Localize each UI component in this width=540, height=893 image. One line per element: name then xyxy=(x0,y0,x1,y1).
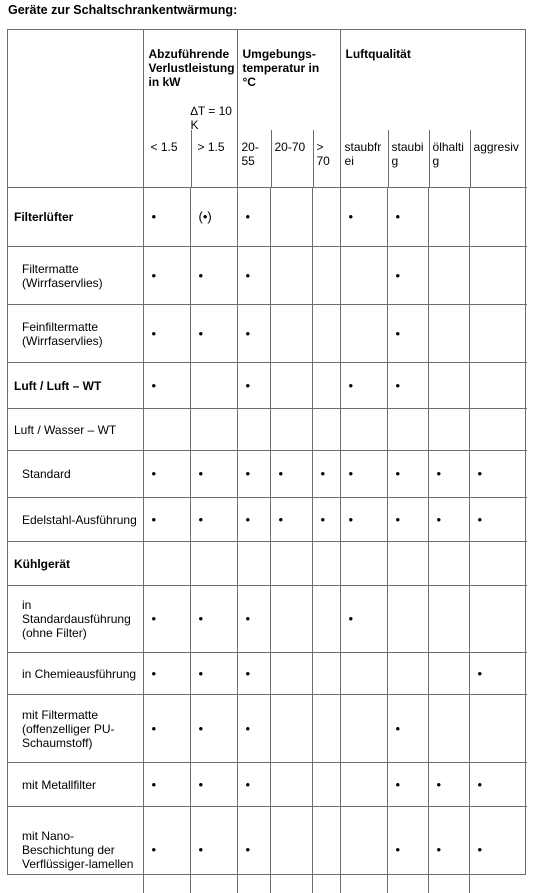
table-row xyxy=(8,498,527,542)
header-divider xyxy=(388,130,389,187)
marker-cell xyxy=(387,409,428,451)
subheader-lt-1-5: < 1.5 xyxy=(150,140,178,154)
marker-cell xyxy=(340,807,387,893)
marker-cell: • xyxy=(469,763,527,807)
marker-cell xyxy=(237,542,270,586)
marker-cell xyxy=(312,247,340,305)
table-row xyxy=(8,409,527,451)
table-row xyxy=(8,695,527,763)
marker-cell: • xyxy=(387,188,428,247)
row-label: mit Nano-Beschichtung der Verflüssiger-lamellen xyxy=(8,807,143,893)
marker-cell xyxy=(237,409,270,451)
header-group-verlustleistung xyxy=(143,30,237,188)
marker-cell: • xyxy=(340,586,387,653)
marker-cell: • xyxy=(428,451,469,498)
marker-cell: • xyxy=(312,498,340,542)
marker-cell xyxy=(469,409,527,451)
table-row xyxy=(8,653,527,695)
row-label: Feinfiltermatte (Wirrfaservlies) xyxy=(8,305,143,363)
marker-cell: • xyxy=(190,695,237,763)
marker-cell xyxy=(270,247,312,305)
subheader-aggresiv: aggresiv xyxy=(473,140,519,154)
marker-cell: • xyxy=(387,807,428,893)
marker-cell: • xyxy=(143,807,190,893)
marker-cell: • xyxy=(270,498,312,542)
header-delta-t: ∆T = 10 K xyxy=(190,104,232,132)
marker-cell xyxy=(428,409,469,451)
marker-cell xyxy=(190,363,237,409)
marker-cell: • xyxy=(143,188,190,247)
marker-cell xyxy=(469,695,527,763)
header-divider xyxy=(313,130,314,187)
marker-cell: • xyxy=(387,305,428,363)
marker-cell: • xyxy=(237,305,270,363)
table-row xyxy=(8,305,527,363)
marker-cell: • xyxy=(340,498,387,542)
marker-cell xyxy=(270,363,312,409)
marker-cell xyxy=(340,305,387,363)
page-title: Geräte zur Schaltschrankentwärmung: xyxy=(8,3,238,17)
marker-cell: • xyxy=(190,247,237,305)
marker-cell: • xyxy=(190,498,237,542)
marker-cell: • xyxy=(143,498,190,542)
marker-cell: • xyxy=(237,451,270,498)
marker-cell xyxy=(469,586,527,653)
marker-cell xyxy=(340,409,387,451)
marker-cell: • xyxy=(143,363,190,409)
marker-cell: • xyxy=(237,247,270,305)
marker-cell xyxy=(387,586,428,653)
marker-cell xyxy=(428,586,469,653)
marker-cell xyxy=(469,542,527,586)
subheader-20-70: 20-70 xyxy=(274,140,306,154)
row-label: Luft / Wasser – WT xyxy=(8,409,143,451)
marker-cell xyxy=(312,363,340,409)
header-group-luftqualitaet xyxy=(340,30,527,188)
marker-cell xyxy=(387,542,428,586)
marker-cell: • xyxy=(387,695,428,763)
marker-cell: • xyxy=(143,695,190,763)
marker-cell: • xyxy=(428,498,469,542)
marker-cell: • xyxy=(469,498,527,542)
marker-cell: • xyxy=(469,653,527,695)
row-label: in Chemieausführung xyxy=(8,653,143,695)
marker-cell xyxy=(340,653,387,695)
row-label: mit Metallfilter xyxy=(8,763,143,807)
table-row xyxy=(8,188,527,247)
marker-cell: • xyxy=(190,653,237,695)
marker-cell: • xyxy=(340,363,387,409)
marker-cell: • xyxy=(340,188,387,247)
marker-cell xyxy=(312,763,340,807)
header-divider xyxy=(470,130,471,187)
marker-cell: • xyxy=(387,451,428,498)
marker-cell xyxy=(469,363,527,409)
marker-cell xyxy=(312,807,340,893)
marker-cell: • xyxy=(387,763,428,807)
marker-cell: • xyxy=(387,363,428,409)
marker-cell xyxy=(190,409,237,451)
subheader-gt-70: > 70 xyxy=(316,140,330,168)
marker-cell xyxy=(270,188,312,247)
row-label: Luft / Luft – WT xyxy=(8,363,143,409)
marker-cell: (•) xyxy=(190,188,237,247)
marker-cell xyxy=(312,305,340,363)
marker-cell xyxy=(312,586,340,653)
marker-cell xyxy=(312,695,340,763)
marker-cell xyxy=(428,542,469,586)
subheader-20-55: 20-55 xyxy=(241,140,259,168)
marker-cell xyxy=(469,247,527,305)
marker-cell xyxy=(270,653,312,695)
marker-cell xyxy=(270,409,312,451)
marker-cell: • xyxy=(143,586,190,653)
subheader-staubfrei: staubfrei xyxy=(344,140,382,168)
comparison-table xyxy=(8,30,527,893)
marker-cell: • xyxy=(237,498,270,542)
marker-cell: • xyxy=(190,586,237,653)
header-group-temperatur xyxy=(237,30,340,188)
marker-cell xyxy=(312,542,340,586)
marker-cell xyxy=(428,247,469,305)
marker-cell xyxy=(270,305,312,363)
table-row xyxy=(8,763,527,807)
row-label: Filterlüfter xyxy=(8,188,143,247)
row-label: in Standardausführung (ohne Filter) xyxy=(8,586,143,653)
marker-cell: • xyxy=(143,305,190,363)
marker-cell: • xyxy=(143,451,190,498)
marker-cell: • xyxy=(237,695,270,763)
marker-cell xyxy=(387,653,428,695)
marker-cell: • xyxy=(387,247,428,305)
marker-cell xyxy=(312,409,340,451)
table-row xyxy=(8,807,527,893)
marker-cell xyxy=(340,763,387,807)
marker-cell xyxy=(340,247,387,305)
marker-cell xyxy=(469,305,527,363)
marker-cell: • xyxy=(469,451,527,498)
header-luftqualitaet-label: Luftqualität xyxy=(345,47,411,61)
marker-cell: • xyxy=(237,763,270,807)
table-frame xyxy=(7,29,526,875)
marker-cell: • xyxy=(143,247,190,305)
subheader-oelhaltig: ölhaltig xyxy=(432,140,464,168)
row-label: Kühlgerät xyxy=(8,542,143,586)
marker-cell: • xyxy=(469,807,527,893)
header-divider xyxy=(429,130,430,187)
table-row xyxy=(8,247,527,305)
marker-cell: • xyxy=(143,763,190,807)
marker-cell: • xyxy=(428,807,469,893)
marker-cell xyxy=(428,363,469,409)
marker-cell: • xyxy=(270,451,312,498)
marker-cell xyxy=(340,695,387,763)
marker-cell xyxy=(143,542,190,586)
marker-cell: • xyxy=(190,807,237,893)
marker-cell xyxy=(428,653,469,695)
header-divider xyxy=(191,130,192,187)
marker-cell xyxy=(270,542,312,586)
header-divider xyxy=(271,130,272,187)
marker-cell: • xyxy=(312,451,340,498)
marker-cell xyxy=(312,188,340,247)
marker-cell xyxy=(340,542,387,586)
marker-cell xyxy=(270,586,312,653)
table-row xyxy=(8,451,527,498)
header-temperatur-label: Umgebungs-temperatur in °C xyxy=(242,47,320,89)
marker-cell xyxy=(428,188,469,247)
marker-cell xyxy=(469,188,527,247)
marker-cell xyxy=(190,542,237,586)
marker-cell xyxy=(143,409,190,451)
table-row xyxy=(8,542,527,586)
marker-cell: • xyxy=(190,305,237,363)
marker-cell: • xyxy=(237,807,270,893)
subheader-gt-1-5: > 1.5 xyxy=(197,140,225,154)
subheader-staubig: staubig xyxy=(391,140,424,168)
marker-cell: • xyxy=(143,653,190,695)
marker-cell xyxy=(270,763,312,807)
marker-cell: • xyxy=(428,763,469,807)
marker-cell: • xyxy=(237,363,270,409)
row-label: Filtermatte (Wirrfaservlies) xyxy=(8,247,143,305)
header-verlustleistung-label: Abzuführende Verlustleistung in kW xyxy=(148,47,235,89)
table-row xyxy=(8,363,527,409)
marker-cell xyxy=(312,653,340,695)
marker-cell: • xyxy=(340,451,387,498)
marker-cell: • xyxy=(190,763,237,807)
header-corner-cell xyxy=(8,30,143,188)
marker-cell xyxy=(428,695,469,763)
marker-cell: • xyxy=(387,498,428,542)
marker-cell: • xyxy=(237,188,270,247)
marker-cell: • xyxy=(237,653,270,695)
marker-cell: • xyxy=(190,451,237,498)
marker-cell xyxy=(428,305,469,363)
row-label: Edelstahl-Ausführung xyxy=(8,498,143,542)
row-label: Standard xyxy=(8,451,143,498)
table-row xyxy=(8,586,527,653)
marker-cell xyxy=(270,695,312,763)
row-label: mit Filtermatte (offenzelliger PU-Schaumstoff) xyxy=(8,695,143,763)
marker-cell xyxy=(270,807,312,893)
marker-cell: • xyxy=(237,586,270,653)
